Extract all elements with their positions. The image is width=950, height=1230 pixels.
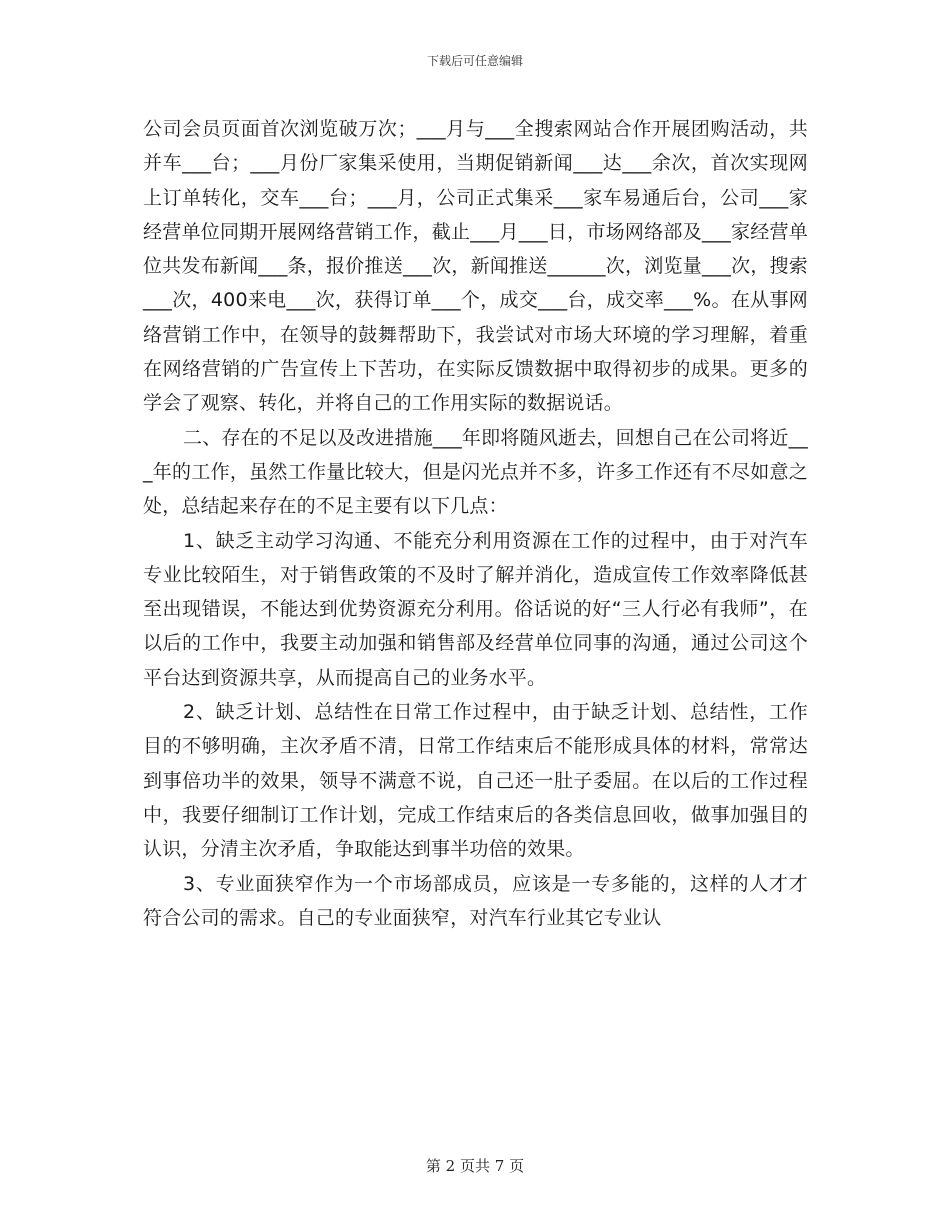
paragraph-point-3: 3、专业面狭窄作为一个市场部成员，应该是一专多能的，这样的人才才符合公司的需求。自己的专业面狭窄，对汽车行业其它专业认 [143,872,808,929]
paragraph-point-2: 2、缺乏计划、总结性在日常工作过程中，由于缺乏计划、总结性，工作目的不够明确，主次矛盾不清，日常工作结束后不能形成具体的材料，常常达到事倍功半的效果，领导不满意不说，自己还一肚子委屈。在以后的工作过程中，我要仔细制订工作计划，完成工作结束后的各类信息回收，做事加强目的认识，分清主次矛盾，争取能达到事半功倍的效果。 [143,701,808,861]
document-body [143,112,808,935]
paragraph-point-1: 1、缺乏主动学习沟通、不能充分利用资源在工作的过程中，由于对汽车专业比较陌生，对于销售政策的不及时了解并消化，造成宣传工作效率降低甚至出现错误，不能达到优势资源充分利用。俗话说的好“三人行必有我师”，在以后的工作中，我要主动加强和销售部及经营单位同事的沟通，通过公司这个平台达到资源共享，从而提高自己的业务水平。 [143,529,808,689]
paragraph-shortcomings-intro: 二、存在的不足以及改进措施___年即将随风逝去，回想自己在公司将近___年的工作，虽然工作量比较大，但是闪光点并不多，许多工作还有不尽如意之处，总结起来存在的不足主要有以下几点： [143,426,808,518]
paragraph-statistics: 公司会员页面首次浏览破万次；___月与___全搜索网站合作开展团购活动，共并车___台；___月份厂家集采使用，当期促销新闻___达___余次，首次实现网上订单转化，交车___台；___月，公司正式集采___家车易通后台，公司___家经营单位同期开展网络营销工作，截止___月___日，市场网络部及___家经营单位共发布新闻___条，报价推送___次，新闻推送______次，浏览量___次，搜索___次，400来电___次，获得订单___个，成交___台，成交率___%。在从事网络营销工作中，在领导的鼓舞帮助下，我尝试对市场大环境的学习理解，着重在网络营销的广告宣传上下苦功，在实际反馈数据中取得初步的成果。更多的学会了观察、转化，并将自己的工作用实际的数据说话。 [143,118,808,415]
page-header: 下载后可任意编辑 [426,54,523,68]
page-number-footer: 第 2 页共 7 页 [425,1157,525,1175]
